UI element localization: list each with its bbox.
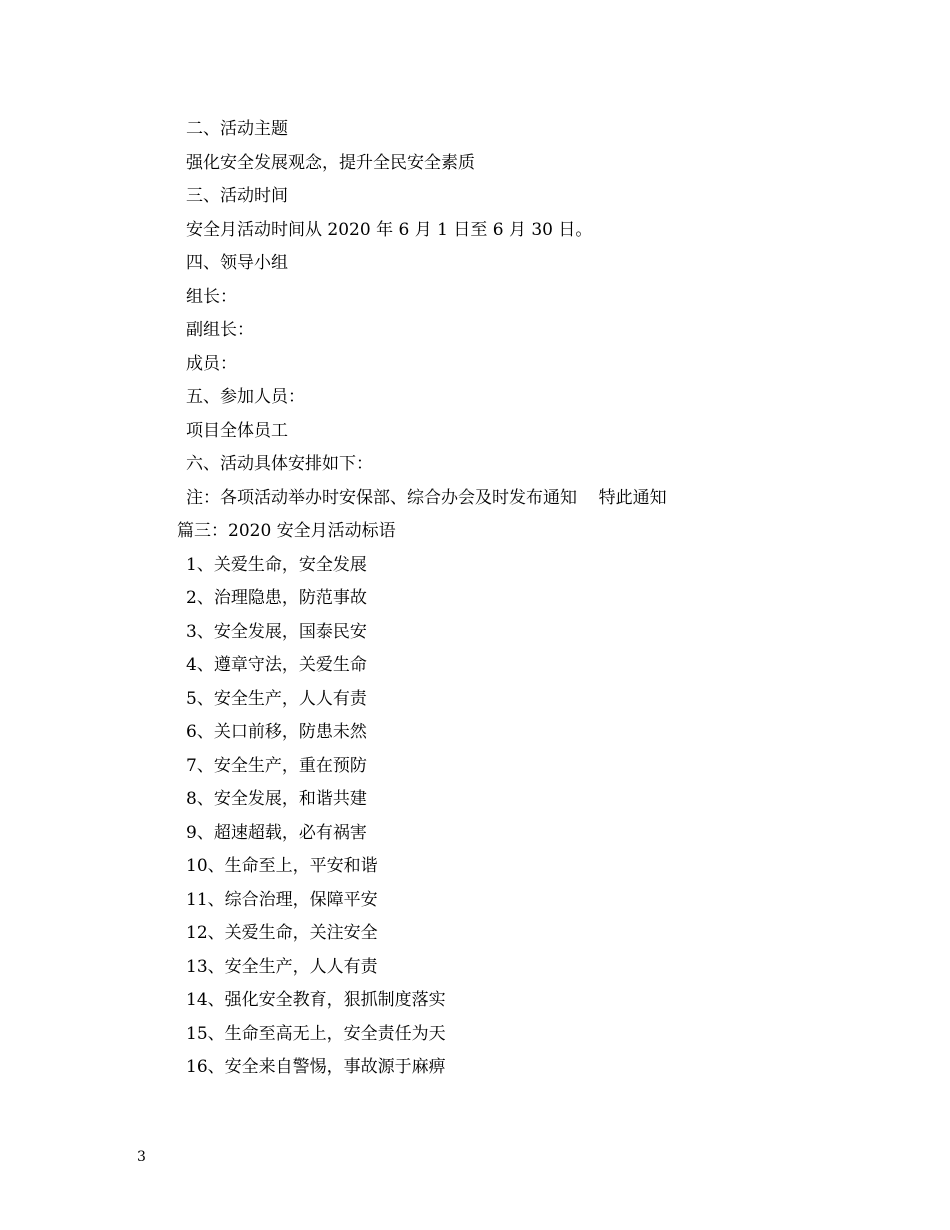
section-heading-leadership: 四、领导小组 [186,253,288,273]
paragraph-time: 安全月活动时间从 2020 年 6 月 1 日至 6 月 30 日。 [186,219,593,240]
section-heading-time: 三、活动时间 [186,186,288,206]
deputy-leader-line: 副组长： [186,320,254,340]
slogan-item: 7、安全生产，重在预防 [186,755,367,776]
slogan-item: 12、关爱生命，关注安全 [186,923,378,943]
paragraph-participants: 项目全体员工 [186,420,288,441]
slogan-item: 1、关爱生命，安全发展 [186,554,367,575]
slogan-item: 16、安全来自警惕，事故源于麻痹 [186,1057,446,1077]
paragraph-theme: 强化安全发展观念，提升全民安全素质 [186,152,475,173]
slogan-item: 13、安全生产，人人有责 [186,956,378,977]
slogan-item: 15、生命至高无上，安全责任为天 [186,1023,446,1044]
slogan-item: 4、遵章守法，关爱生命 [186,655,367,675]
section-heading-arrangements: 六、活动具体安排如下： [186,454,373,474]
document-body [0,113,950,1085]
section-heading-participants: 五、参加人员： [186,387,305,407]
slogan-item: 5、安全生产，人人有责 [186,688,367,709]
slogan-item: 3、安全发展，国泰民安 [186,621,367,642]
page-number: 3 [137,1149,146,1165]
slogan-item: 2、治理隐患，防范事故 [186,588,367,608]
slogan-item: 8、安全发展，和谐共建 [186,789,367,809]
slogan-item: 10、生命至上，平安和谐 [186,856,378,876]
section-heading-theme: 二、活动主题 [186,119,288,139]
leader-line: 组长： [186,286,237,307]
slogan-item: 11、综合治理，保障平安 [186,889,378,910]
slogan-item: 9、超速超载，必有祸害 [186,822,367,843]
slogan-item: 6、关口前移，防患未然 [186,722,367,742]
chapter-heading-slogans: 篇三：2020 安全月活动标语 [177,521,396,541]
slogan-item: 14、强化安全教育，狠抓制度落实 [186,990,446,1010]
notice-line: 注：各项活动举办时安保部、综合办会及时发布通知 特此通知 [186,487,667,508]
members-line: 成员： [186,353,237,374]
